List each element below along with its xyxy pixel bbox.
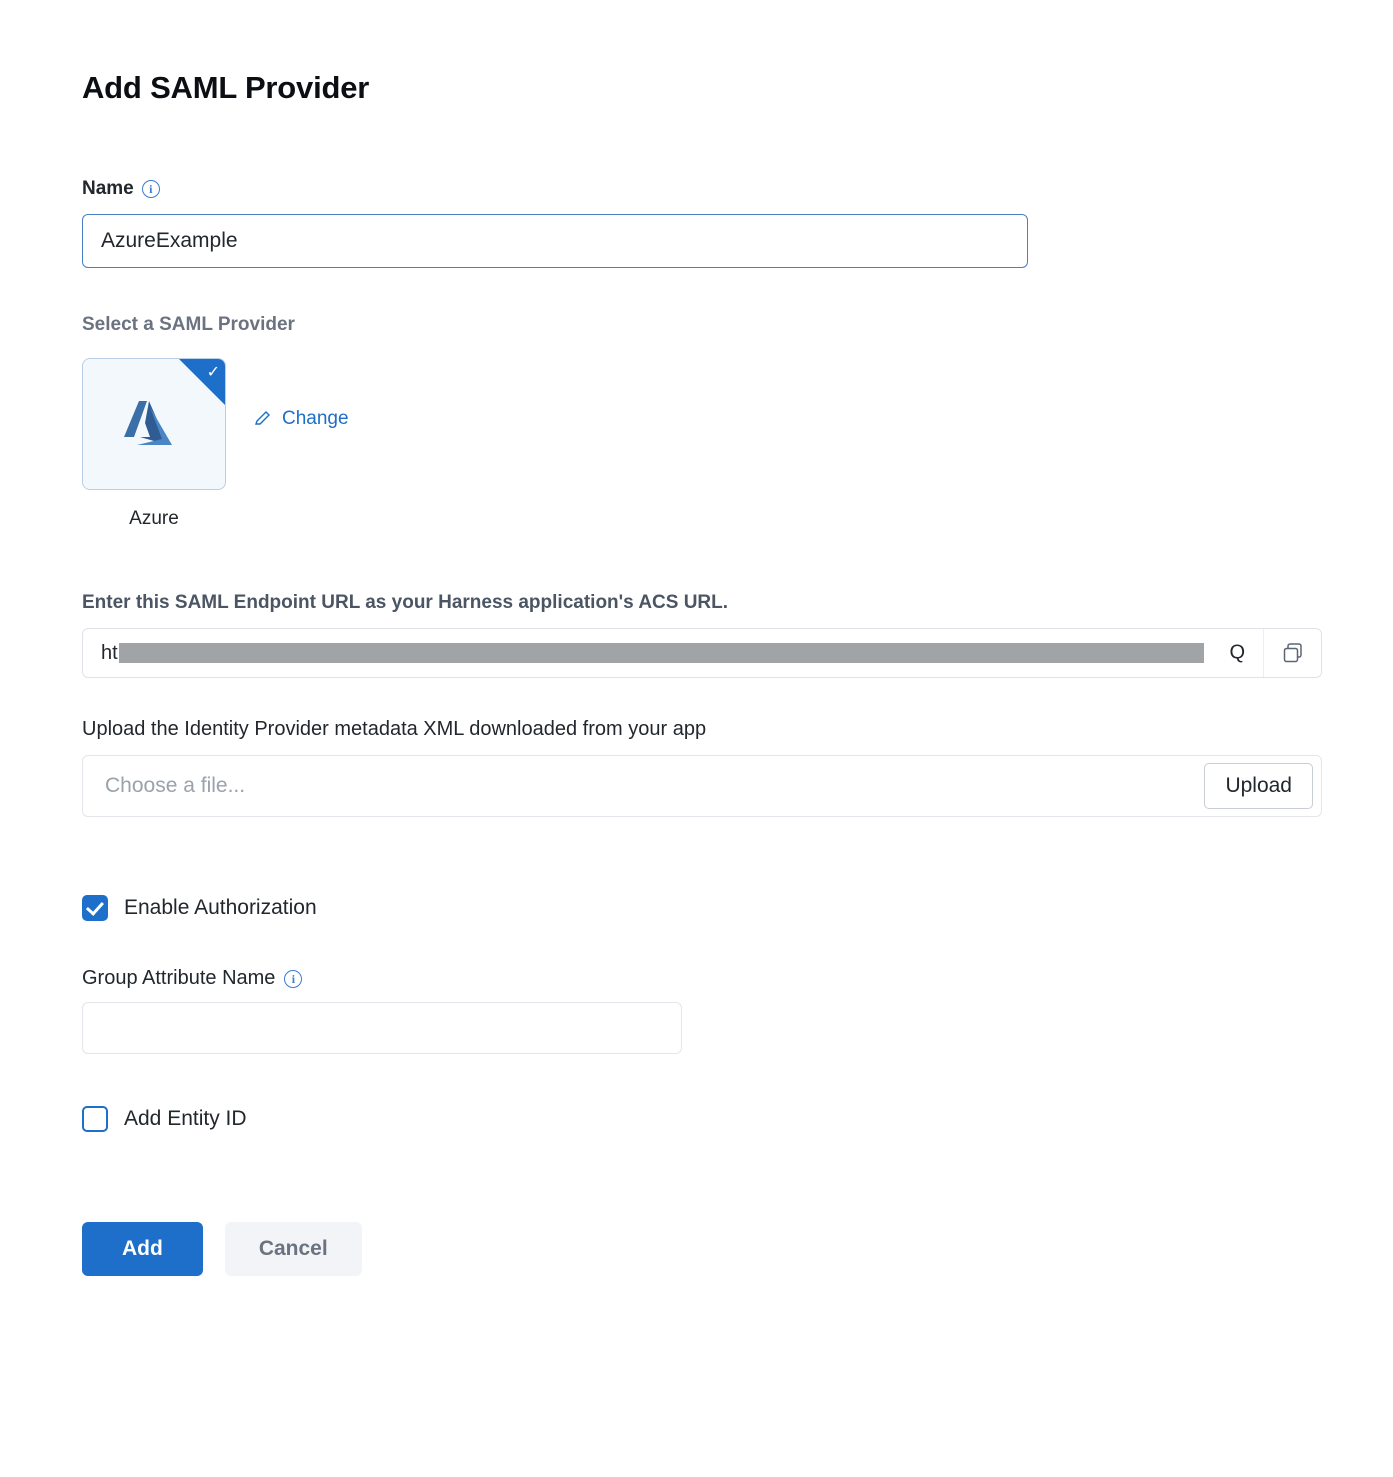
add-button[interactable]: Add [82,1222,203,1276]
page-title: Add SAML Provider [82,70,370,105]
name-field-label [82,178,1313,200]
upload-button[interactable]: Upload [1204,763,1313,809]
change-provider-button[interactable] [254,408,349,430]
dialog-actions [82,1222,1313,1276]
group-attribute-label-text: Group Attribute Name [82,967,276,989]
file-upload-row[interactable] [82,755,1322,817]
provider-card-wrap [82,358,226,530]
enable-authorization-checkbox[interactable] [82,895,108,921]
provider-name-label: Azure [129,508,179,529]
add-entity-id-row [82,1106,1313,1132]
check-icon: ✓ [206,364,220,381]
change-label: Change [282,408,349,429]
acs-url-label: Enter this SAML Endpoint URL as your Harness application's ACS URL. [82,592,729,613]
acs-url-prefix: ht [101,641,118,664]
name-label-text: Name [82,178,134,199]
cancel-button[interactable]: Cancel [225,1222,362,1276]
redaction-bar [119,643,1204,663]
provider-card-azure[interactable] [82,358,226,490]
azure-logo-icon [124,397,184,451]
name-input[interactable] [82,214,1028,268]
info-icon[interactable]: i [284,970,302,988]
copy-icon[interactable] [1263,629,1321,677]
select-provider-label: Select a SAML Provider [82,314,295,335]
add-entity-id-checkbox[interactable] [82,1106,108,1132]
provider-selector [82,358,1313,530]
enable-authorization-label: Enable Authorization [124,896,317,919]
file-placeholder: Choose a file... [105,774,246,797]
acs-url-row [82,628,1322,678]
info-icon[interactable]: i [142,180,160,198]
group-attribute-label [82,967,1313,990]
pencil-icon [254,410,272,428]
acs-url-text[interactable] [83,642,1263,665]
metadata-upload-label: Upload the Identity Provider metadata XML downloaded from your app [82,718,707,740]
add-entity-id-label: Add Entity ID [124,1107,247,1130]
acs-url-suffix: Q [1229,641,1245,664]
group-attribute-input[interactable] [82,1002,682,1054]
enable-authorization-row [82,895,1313,921]
